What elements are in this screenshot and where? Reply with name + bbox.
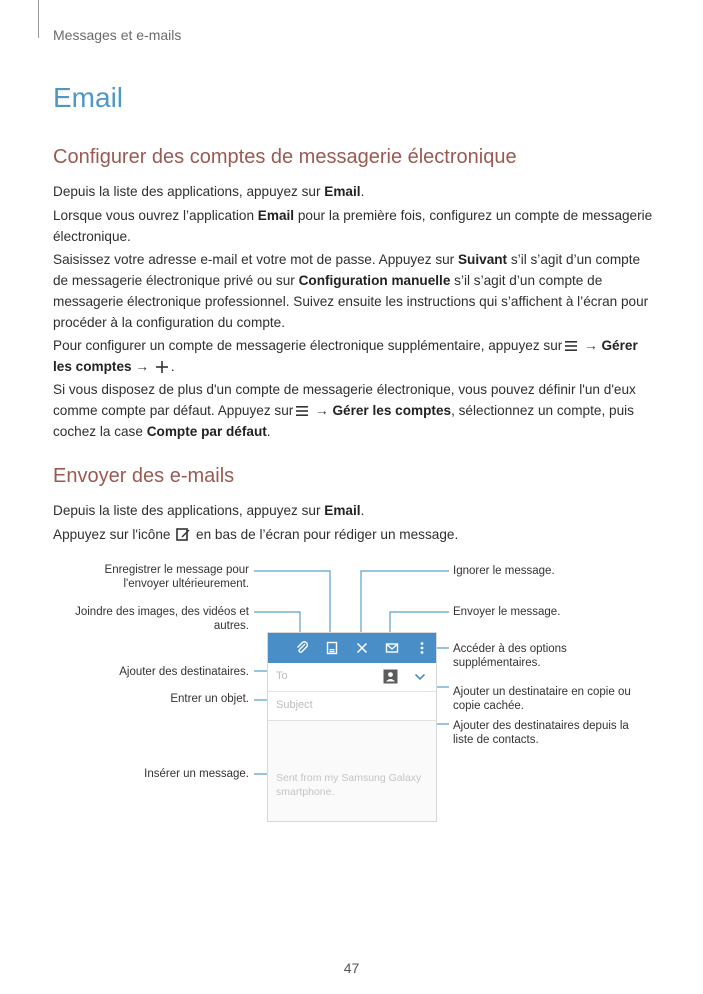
paragraph-send-2: Appuyez sur l'icône en bas de l’écran pour rédiger un message.: [53, 527, 459, 542]
section-header: Messages et e-mails: [53, 27, 182, 43]
attach-icon[interactable]: [294, 640, 310, 656]
callout-contacts: Ajouter des destinataires depuis la liste de contacts.: [453, 720, 629, 746]
subject-placeholder: Subject: [276, 699, 313, 711]
message-body[interactable]: Sent from my Samsung Galaxy smartphone.: [276, 772, 422, 798]
save-icon[interactable]: [324, 640, 340, 656]
to-placeholder: To: [276, 670, 288, 682]
callout-attach: Joindre des images, des vidéos et autres.: [75, 606, 249, 632]
compose-toolbar: [268, 633, 436, 663]
paragraph-configure-2: Lorsque vous ouvrez l’application Email pour la première fois, configurez un compte de messagerie électronique.: [53, 208, 653, 244]
to-field[interactable]: [268, 663, 436, 692]
page-title: Email: [53, 82, 124, 113]
paragraph-send-1: Depuis la liste des applications, appuyez sur Email.: [53, 503, 365, 518]
paragraph-configure-4: Pour configurer un compte de messagerie électronique supplémentaire, appuyez sur → Gérer les comptes → .: [53, 338, 638, 374]
callout-discard: Ignorer le message.: [453, 565, 555, 577]
compose-screen: [267, 632, 437, 822]
subject-field[interactable]: [268, 692, 436, 721]
callout-more-options: Accéder à des options supplémentaires.: [453, 643, 567, 669]
callout-send: Envoyer le message.: [453, 606, 561, 618]
paragraph-configure-1: Depuis la liste des applications, appuyez sur Email.: [53, 184, 365, 199]
paragraph-configure-5: Si vous disposez de plus d'un compte de messagerie électronique, vous pouvez définir l'un d'eux comme compte par défaut. Appuyez sur → Gérer les comptes, sélectionnez un compte, puis cochez la case Compte par défaut.: [53, 382, 636, 439]
page-number: 47: [343, 960, 360, 976]
chevron-down-icon[interactable]: [414, 672, 426, 682]
send-icon[interactable]: [384, 640, 400, 656]
callout-cc-bcc: Ajouter un destinataire en copie ou copie cachée.: [453, 686, 631, 712]
callout-subject: Entrer un objet.: [170, 693, 249, 705]
callout-message: Insérer un message.: [144, 768, 249, 780]
contacts-icon[interactable]: [383, 669, 398, 684]
heading-send-emails: Envoyer des e-mails: [53, 465, 235, 487]
callout-add-recipients: Ajouter des destinataires.: [119, 666, 249, 678]
heading-configure-accounts: Configurer des comptes de messagerie électronique: [53, 146, 517, 168]
paragraph-configure-3: Saisissez votre adresse e-mail et votre mot de passe. Appuyez sur Suivant s’il s’agit d’un compte de messagerie électronique privé ou sur Configuration manuelle s’il s’agit d’un compte de messagerie électronique professionnel. Suivez ensuite les instructions qui s’affichent à l’écran pour procéder à la configuration du compte.: [53, 252, 649, 330]
more-icon[interactable]: [414, 640, 430, 656]
callout-save-draft: Enregistrer le message pour l'envoyer ultérieurement.: [104, 564, 249, 590]
discard-icon[interactable]: [354, 640, 370, 656]
